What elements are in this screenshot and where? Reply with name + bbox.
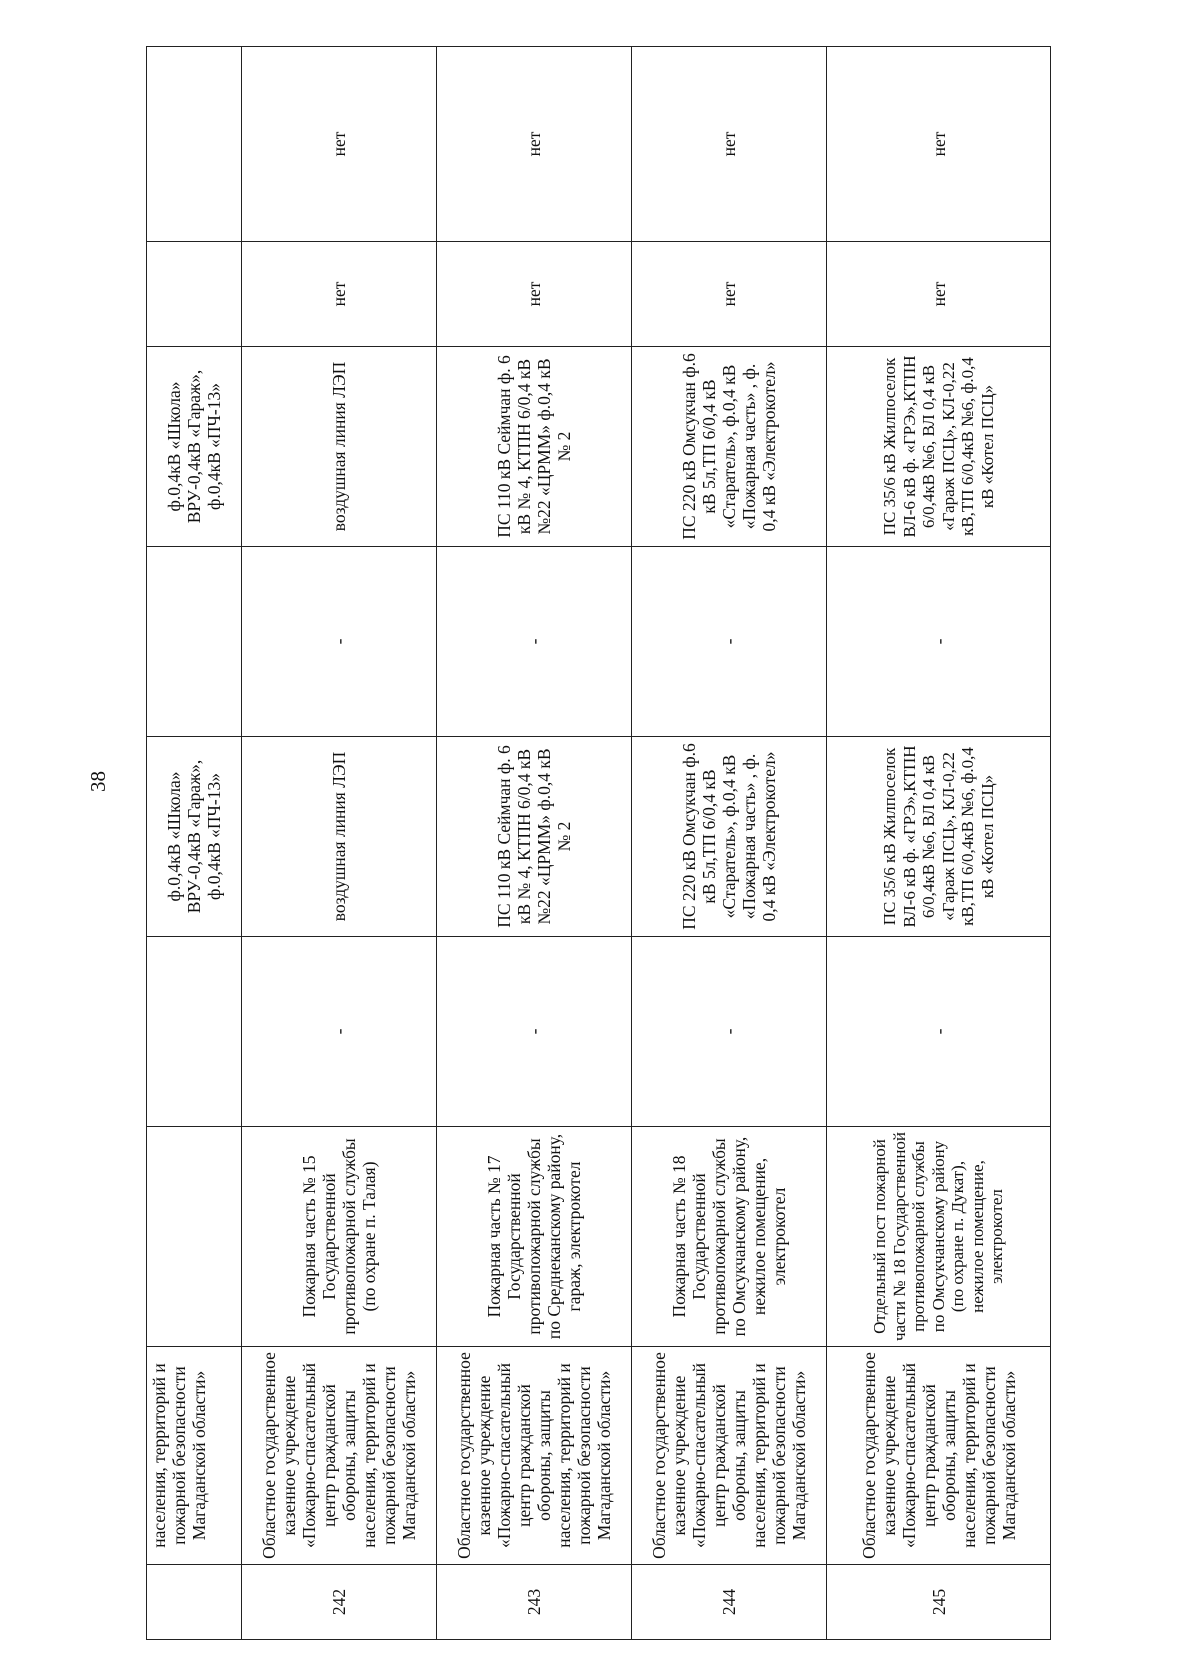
column-9-cell: нет [437,47,632,242]
column-9-cell [147,47,242,242]
object-cell [147,1127,242,1347]
power-source-alt-cell: ПС 35/6 кВ Жилпоселок ВЛ-6 кВ ф. «ГРЭ»,КТПН 6/0,4кВ №6, ВЛ 0,4 кВ «Гараж ПСЦ», КЛ-0,22 кВ,ТП 6/0,4кВ №6, ф.0,4 кВ «Котел ПСЦ» [827,347,1051,547]
column-6-cell [147,547,242,737]
column-6-cell: - [827,547,1051,737]
table-row [242,47,437,1640]
column-4-cell: - [632,937,827,1127]
table-row [632,47,827,1640]
row-number-cell: 244 [632,1565,827,1640]
row-number-cell [147,1565,242,1640]
column-6-cell: - [437,547,632,737]
column-9-cell: нет [242,47,437,242]
object-cell: Пожарная часть № 17 Государственной противопожарной службы по Среднеканскому району, гараж, электрокотел [437,1127,632,1347]
organization-cell: Областное государственное казенное учреждение «Пожарно-спасательный центр гражданской обороны, защиты населения, территорий и пожарной безопасности Магаданской области» [242,1347,437,1565]
column-6-cell: - [242,547,437,737]
column-4-cell: - [827,937,1051,1127]
power-source-alt-cell: ф.0,4кВ «Школа» ВРУ-0,4кВ «Гараж», ф.0,4кВ «ПЧ-13» [147,347,242,547]
row-number-cell: 243 [437,1565,632,1640]
power-source-cell: ПС 220 кВ Омсукчан ф.6 кВ 5л,ТП 6/0,4 кВ «Старатель», ф.0,4 кВ «Пожарная часть» , ф. 0,4 кВ «Электрокотел» [632,737,827,937]
facilities-table [146,46,1051,1640]
power-source-cell: ф.0,4кВ «Школа» ВРУ-0,4кВ «Гараж», ф.0,4кВ «ПЧ-13» [147,737,242,937]
organization-cell: населения, территорий и пожарной безопасности Магаданской области» [147,1347,242,1565]
column-8-cell: нет [632,242,827,347]
power-source-cell: ПС 110 кВ Сеймчан ф. 6 кВ № 4, КТПН 6/0,4 кВ №22 «ЦРММ» ф.0,4 кВ № 2 [437,737,632,937]
page-number: 38 [86,771,110,792]
row-number-cell: 245 [827,1565,1051,1640]
object-cell: Пожарная часть № 18 Государственной противопожарной службы по Омсукчанскому району, нежилое помещение, электрокотел [632,1127,827,1347]
column-4-cell: - [437,937,632,1127]
column-9-cell: нет [632,47,827,242]
table-row [827,47,1051,1640]
power-source-cell: ПС 35/6 кВ Жилпоселок ВЛ-6 кВ ф. «ГРЭ»,КТПН 6/0,4кВ №6, ВЛ 0,4 кВ «Гараж ПСЦ», КЛ-0,22 кВ,ТП 6/0,4кВ №6, ф.0,4 кВ «Котел ПСЦ» [827,737,1051,937]
rotated-table-container [146,47,1050,1640]
power-source-alt-cell: ПС 220 кВ Омсукчан ф.6 кВ 5л,ТП 6/0,4 кВ «Старатель», ф.0,4 кВ «Пожарная часть» , ф. 0,4 кВ «Электрокотел» [632,347,827,547]
column-4-cell: - [242,937,437,1127]
column-9-cell: нет [827,47,1051,242]
column-6-cell: - [632,547,827,737]
row-number-cell: 242 [242,1565,437,1640]
organization-cell: Областное государственное казенное учреждение «Пожарно-спасательный центр гражданской обороны, защиты населения, территорий и пожарной безопасности Магаданской области» [827,1347,1051,1565]
object-cell: Отдельный пост пожарной части № 18 Государственной противопожарной службы по Омсукчанскому району (по охране п. Дукат), нежилое помещение, электрокотел [827,1127,1051,1347]
object-cell: Пожарная часть № 15 Государственной противопожарной службы (по охране п. Талая) [242,1127,437,1347]
table-row [147,47,242,1640]
column-8-cell: нет [437,242,632,347]
column-8-cell: нет [242,242,437,347]
table-row [437,47,632,1640]
organization-cell: Областное государственное казенное учреждение «Пожарно-спасательный центр гражданской обороны, защиты населения, территорий и пожарной безопасности Магаданской области» [632,1347,827,1565]
column-8-cell [147,242,242,347]
power-source-alt-cell: ПС 110 кВ Сеймчан ф. 6 кВ № 4, КТПН 6/0,4 кВ №22 «ЦРММ» ф.0,4 кВ № 2 [437,347,632,547]
power-source-cell: воздушная линия ЛЭП [242,737,437,937]
column-8-cell: нет [827,242,1051,347]
power-source-alt-cell: воздушная линия ЛЭП [242,347,437,547]
organization-cell: Областное государственное казенное учреждение «Пожарно-спасательный центр гражданской обороны, защиты населения, территорий и пожарной безопасности Магаданской области» [437,1347,632,1565]
column-4-cell [147,937,242,1127]
